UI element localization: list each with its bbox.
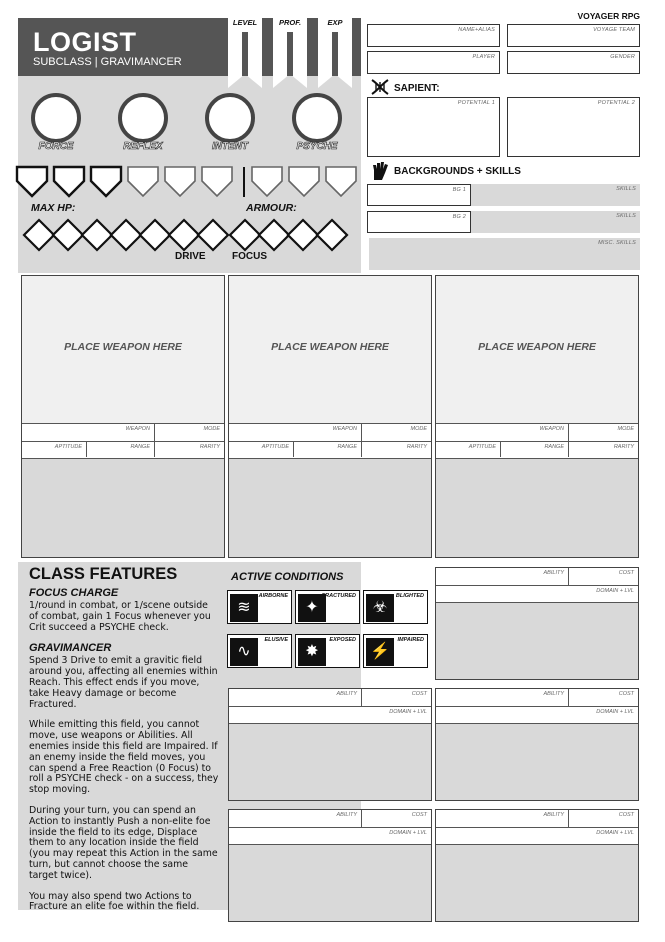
weapon-label: WEAPON [539,426,564,432]
condition-label: EXPOSED [329,637,356,643]
potential-2-label: POTENTIAL 2 [597,100,635,106]
prof-label: PROF. [278,18,302,27]
dna-icon [370,78,390,96]
force-circle [33,95,79,141]
condition-label: BLIGHTED [395,593,424,599]
gender-field[interactable] [507,51,640,74]
focus-charge-title: FOCUS CHARGE [29,587,119,599]
bg2-field[interactable] [367,211,471,233]
ability-label: ABILITY [336,812,357,818]
domain-lvl-label: DOMAIN + LVL [596,709,634,715]
cost-label: COST [411,691,427,697]
elusive-icon: ∿ [230,638,258,666]
rarity-label: RARITY [199,444,220,450]
weapon-card-2[interactable] [228,275,432,558]
backgrounds-heading: BACKGROUNDS + SKILLS [394,166,521,177]
condition-airborne[interactable] [227,590,292,624]
voyage-team-label: VOYAGE TEAM [593,27,635,33]
ability-label: ABILITY [543,812,564,818]
gravimancer-p3: During your turn, you can spend an Action to instantly Push a non-elite foe inside the field to its edge, Displace them to any location inside the field (you may repeat this Action in the same turn, but cannot choose the same target twice). [29,804,218,881]
ability-notes-area [229,723,431,800]
fractured-icon: ✦ [298,594,326,622]
airborne-icon: ≋ [230,594,258,622]
cost-label: COST [618,691,634,697]
psyche-circle [294,95,340,141]
aptitude-label: APTITUDE [468,444,496,450]
hp-hearts[interactable] [14,163,364,201]
weapon-label: WEAPON [125,426,150,432]
potential-1-field[interactable] [367,97,500,157]
gravimancer-p1: Spend 3 Drive to emit a gravitic field around you, affecting all enemies within Reach. This effect ends if you move, take Heavy damage or become Fractured. [29,655,218,710]
force-label: FORCE [38,141,74,152]
rarity-label: RARITY [406,444,427,450]
intent-label: INTENT [211,141,249,152]
ability-card-4[interactable] [228,809,432,922]
sapient-heading: SAPIENT: [394,83,440,94]
mode-label: MODE [410,426,427,432]
weapon-placeholder: PLACE WEAPON HERE [64,341,182,353]
intent-circle [207,95,253,141]
name-alias-label: NAME+ALIAS [458,27,495,33]
bg1-label: BG 1 [452,187,466,193]
ability-label: ABILITY [543,691,564,697]
focus-charge-text: 1/round in combat, or 1/scene outside of combat, gain 1 Focus whenever you Crit succeed a PSYCHE check. [29,600,211,633]
class-features-heading: CLASS FEATURES [29,565,178,583]
mode-label: MODE [203,426,220,432]
potential-1-label: POTENTIAL 1 [457,100,495,106]
class-name: LOGIST [33,27,137,57]
game-title: VOYAGER RPG [577,11,640,21]
condition-blighted[interactable] [363,590,428,624]
bg2-skills-label: SKILLS [616,213,636,219]
name-alias-field[interactable] [367,24,500,47]
gravimancer-title: GRAVIMANCER [29,642,112,655]
cost-label: COST [618,812,634,818]
psyche-label: PSYCHE [296,141,338,152]
hand-icon [370,161,390,181]
ability-card-2[interactable] [228,688,432,801]
ability-label: ABILITY [336,691,357,697]
conditions-heading: ACTIVE CONDITIONS [231,571,344,583]
condition-label: FRACTURED [321,593,356,599]
gravimancer-p4: You may also spend two Actions to Fracture an elite foe within the field. [29,890,200,913]
mode-label: MODE [617,426,634,432]
voyage-team-field[interactable] [507,24,640,47]
weapon-card-1[interactable] [21,275,225,558]
armour-label: ARMOUR: [246,202,297,214]
weapon-notes-area [22,458,224,557]
condition-exposed[interactable] [295,634,360,668]
weapon-notes-area [436,458,638,557]
bg1-skills-label: SKILLS [616,186,636,192]
subclass-line: SUBCLASS | GRAVIMANCER [33,56,182,68]
weapon-card-3[interactable] [435,275,639,558]
range-label: RANGE [337,444,357,450]
weapon-placeholder: PLACE WEAPON HERE [478,341,596,353]
weapon-placeholder: PLACE WEAPON HERE [271,341,389,353]
focus-label: FOCUS [232,251,267,262]
gender-label: GENDER [610,54,635,60]
condition-impaired[interactable] [363,634,428,668]
player-field[interactable] [367,51,500,74]
ability-notes-area [229,844,431,921]
weapon-label: WEAPON [332,426,357,432]
gravimancer-p2: While emitting this field, you cannot move, use weapons or Abilities. All enemies inside this field are Impaired. If an enemy inside the field moves, you can spend a Free Reaction (0 Focus) to roll a PSYCHE check - on a success, they stop moving. [29,719,219,796]
rarity-label: RARITY [613,444,634,450]
impaired-icon: ⚡ [366,638,394,666]
domain-lvl-label: DOMAIN + LVL [596,588,634,594]
cost-label: COST [411,812,427,818]
condition-label: IMPAIRED [397,637,424,643]
cost-label: COST [618,570,634,576]
drive-label: DRIVE [175,251,206,262]
ability-card-3[interactable] [435,688,639,801]
ability-label: ABILITY [543,570,564,576]
player-label: PLAYER [472,54,495,60]
aptitude-label: APTITUDE [54,444,82,450]
condition-label: ELUSIVE [264,637,288,643]
domain-lvl-label: DOMAIN + LVL [596,830,634,836]
weapon-notes-area [229,458,431,557]
exposed-icon: ✸ [298,638,326,666]
domain-lvl-label: DOMAIN + LVL [389,830,427,836]
aptitude-label: APTITUDE [261,444,289,450]
range-label: RANGE [130,444,150,450]
class-features-text [29,587,219,913]
ability-notes-area [436,602,638,679]
reflex-circle [120,95,166,141]
level-label: LEVEL [232,18,258,27]
exp-label: EXP [327,18,343,27]
misc-skills-field[interactable] [369,238,640,270]
bg2-label: BG 2 [452,214,466,220]
potential-2-field[interactable] [507,97,640,157]
blighted-icon: ☣ [366,594,394,622]
ability-notes-area [436,844,638,921]
max-hp-label: MAX HP: [31,202,76,214]
misc-skills-label: MISC. SKILLS [598,240,636,246]
condition-elusive[interactable] [227,634,292,668]
condition-label: AIRBORNE [258,593,288,599]
drive-focus-diamonds[interactable] [22,218,362,252]
bg1-field[interactable] [367,184,471,206]
reflex-label: REFLEX [123,141,163,152]
level-ribbons [222,18,362,90]
range-label: RANGE [544,444,564,450]
ability-notes-area [436,723,638,800]
ability-card-1[interactable] [435,567,639,680]
condition-fractured[interactable] [295,590,360,624]
domain-lvl-label: DOMAIN + LVL [389,709,427,715]
ability-card-5[interactable] [435,809,639,922]
